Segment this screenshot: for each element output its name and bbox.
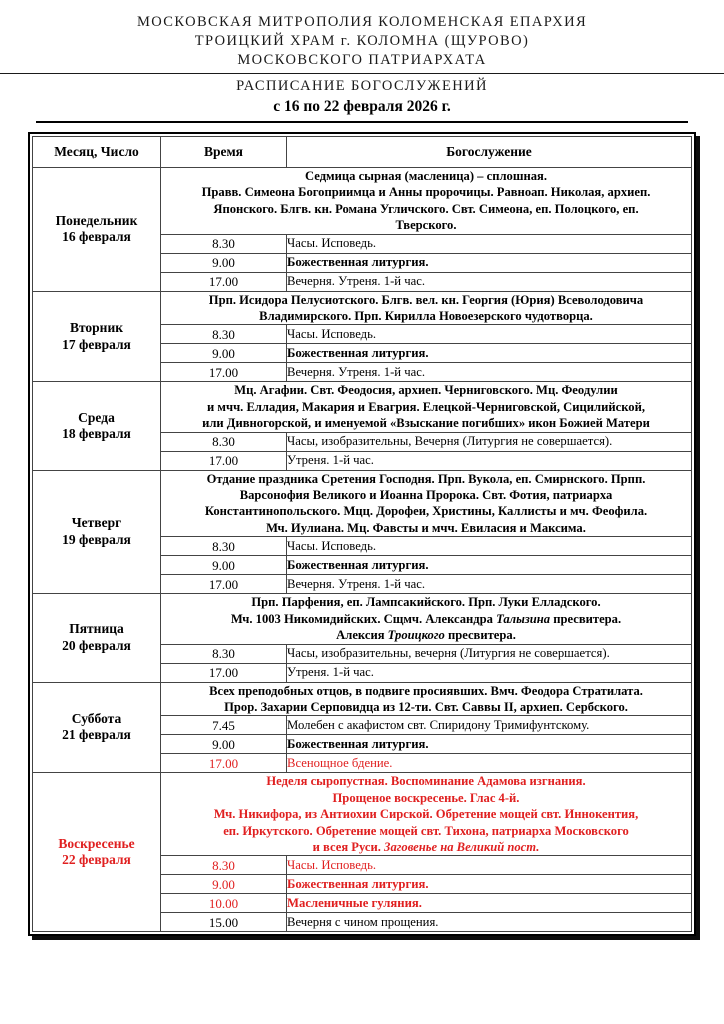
day-cell bbox=[33, 682, 161, 773]
service-description: Утреня. 1-й час. bbox=[287, 663, 692, 682]
commemoration-line: Японского. Блгв. кн. Романа Угличского. Свт. Симеона, еп. Полоцкого, еп. bbox=[213, 201, 639, 216]
day-cell bbox=[33, 382, 161, 470]
service-time: 17.00 bbox=[161, 754, 287, 773]
service-time: 10.00 bbox=[161, 894, 287, 913]
day-cell bbox=[33, 470, 161, 594]
service-description: Часы, изобразительны, Вечерня (Литургия не совершается). bbox=[287, 432, 692, 451]
service-description: Божественная литургия. bbox=[287, 735, 692, 754]
commemoration-line: Мч. Никифора, из Антиохии Сирской. Обретение мощей свт. Иннокентия, bbox=[213, 807, 639, 822]
day-date: 20 февраля bbox=[62, 637, 131, 653]
day-name: Пятница bbox=[69, 621, 124, 637]
day-date: 17 февраля bbox=[62, 336, 131, 352]
day-date: 22 февраля bbox=[62, 852, 131, 868]
service-description: Всенощное бдение. bbox=[287, 754, 692, 773]
service-description: Божественная литургия. bbox=[287, 253, 692, 272]
service-description: Вечерня с чином прощения. bbox=[287, 913, 692, 932]
commemoration-line: Прп. Исидора Пелусиотского. Блгв. вел. кн. Георгия (Юрия) Всеволодовича bbox=[208, 292, 644, 307]
commemoration-line: Алексия Троицкого пресвитера. bbox=[336, 628, 516, 643]
day-date: 21 февраля bbox=[62, 727, 131, 743]
commemoration-line: Мч. 1003 Никомидийских. Сщмч. Александра Талызина пресвитера. bbox=[230, 611, 622, 626]
commemoration-cell bbox=[161, 594, 692, 644]
commemoration-line: Константинопольского. Мцц. Дорофеи, Христины, Каллисты и мч. Феофила. bbox=[204, 504, 648, 519]
day-group-row bbox=[33, 470, 692, 537]
commemoration-line: и мчч. Елладия, Макария и Евагрия. Елецкой-Черниговской, Сицилийской, bbox=[206, 399, 645, 414]
day-date: 18 февраля bbox=[62, 426, 131, 442]
day-cell bbox=[33, 773, 161, 932]
schedule-label: РАСПИСАНИЕ БОГОСЛУЖЕНИЙ bbox=[236, 78, 488, 94]
commemoration-line: Прп. Парфения, еп. Лампсакийского. Прп. Луки Елладского. bbox=[251, 595, 601, 610]
service-description: Вечерня. Утреня. 1-й час. bbox=[287, 272, 692, 291]
masthead-line-1: МОСКОВСКАЯ МИТРОПОЛИЯ КОЛОМЕНСКАЯ ЕПАРХИЯ bbox=[136, 14, 588, 30]
service-description: Часы. Исповедь. bbox=[287, 325, 692, 344]
commemoration-cell bbox=[161, 773, 692, 856]
day-group-row bbox=[33, 382, 692, 432]
day-name: Среда bbox=[78, 409, 115, 425]
day-date: 19 февраля bbox=[62, 531, 131, 547]
table-head bbox=[33, 137, 692, 168]
day-group-row bbox=[33, 682, 692, 716]
service-description: Молебен с акафистом свт. Спиридону Тримифунтскому. bbox=[287, 716, 692, 735]
service-description: Часы. Исповедь. bbox=[287, 537, 692, 556]
service-description: Часы. Исповедь. bbox=[287, 234, 692, 253]
schedule-table-frame bbox=[28, 132, 696, 936]
day-name: Четверг bbox=[71, 515, 122, 531]
service-time: 9.00 bbox=[161, 875, 287, 894]
service-description: Божественная литургия. bbox=[287, 875, 692, 894]
service-time: 8.30 bbox=[161, 856, 287, 875]
day-group-row bbox=[33, 773, 692, 856]
date-range: с 16 по 22 февраля 2026 г. bbox=[273, 98, 451, 115]
service-time: 8.30 bbox=[161, 537, 287, 556]
service-time: 7.45 bbox=[161, 716, 287, 735]
commemoration-line: Мч. Иулиана. Мц. Фавсты и мчч. Евиласия и Максима. bbox=[266, 520, 586, 535]
column-header-day: Месяц, Число bbox=[33, 137, 161, 168]
service-time: 8.30 bbox=[161, 432, 287, 451]
masthead-divider-top bbox=[0, 73, 724, 74]
service-time: 9.00 bbox=[161, 556, 287, 575]
column-header-service: Богослужение bbox=[287, 137, 692, 168]
commemoration-cell bbox=[161, 682, 692, 716]
service-description: Божественная литургия. bbox=[287, 344, 692, 363]
column-header-time: Время bbox=[161, 137, 287, 168]
service-description: Часы. Исповедь. bbox=[287, 856, 692, 875]
masthead-line-2: ТРОИЦКИЙ ХРАМ г. КОЛОМНА (ЩУРОВО) bbox=[194, 33, 530, 49]
service-time: 8.30 bbox=[161, 325, 287, 344]
commemoration-line: Варсонофия Великого и Иоанна Пророка. Свт. Фотия, патриарха bbox=[239, 488, 613, 503]
day-group-row bbox=[33, 291, 692, 325]
service-time: 17.00 bbox=[161, 575, 287, 594]
service-description: Масленичные гуляния. bbox=[287, 894, 692, 913]
commemoration-line: Седмица сырная (масленица) – сплошная. bbox=[305, 169, 547, 183]
service-description: Вечерня. Утреня. 1-й час. bbox=[287, 575, 692, 594]
commemoration-cell bbox=[161, 382, 692, 432]
commemoration-line: или Дивногорской, и именуемой «Взыскание погибших» икон Божией Матери bbox=[202, 416, 650, 431]
commemoration-cell bbox=[161, 291, 692, 325]
commemoration-line: и всея Руси. Заговенье на Великий пост. bbox=[312, 839, 540, 854]
commemoration-line: Владимирского. Прп. Кирилла Новоезерского чудотворца. bbox=[259, 309, 593, 324]
service-description: Утреня. 1-й час. bbox=[287, 451, 692, 470]
masthead bbox=[0, 0, 724, 123]
service-time: 8.30 bbox=[161, 234, 287, 253]
day-name: Суббота bbox=[71, 710, 122, 726]
service-time: 8.30 bbox=[161, 644, 287, 663]
service-time: 9.00 bbox=[161, 344, 287, 363]
service-time: 9.00 bbox=[161, 735, 287, 754]
service-description: Вечерня. Утреня. 1-й час. bbox=[287, 363, 692, 382]
service-time: 15.00 bbox=[161, 913, 287, 932]
service-time: 17.00 bbox=[161, 663, 287, 682]
service-time: 9.00 bbox=[161, 253, 287, 272]
day-group-row bbox=[33, 168, 692, 235]
day-group-row bbox=[33, 594, 692, 644]
commemoration-line: Отдание праздника Сретения Господня. Прп. Вукола, еп. Смирнского. Прпп. bbox=[206, 471, 646, 486]
day-cell bbox=[33, 291, 161, 382]
day-name: Воскресенье bbox=[58, 835, 135, 851]
masthead-line-3: МОСКОВСКОГО ПАТРИАРХАТА bbox=[237, 52, 487, 68]
commemoration-line: Тверского. bbox=[395, 218, 457, 233]
day-cell bbox=[33, 594, 161, 682]
day-cell bbox=[33, 168, 161, 292]
service-time: 17.00 bbox=[161, 363, 287, 382]
service-description: Часы, изобразительны, вечерня (Литургия не совершается). bbox=[287, 644, 692, 663]
commemoration-line: Неделя сыропустная. Воспоминание Адамова изгнания. bbox=[266, 774, 586, 789]
commemoration-line: Прощеное воскресенье. Глас 4-й. bbox=[332, 790, 520, 805]
service-time: 17.00 bbox=[161, 451, 287, 470]
service-time: 17.00 bbox=[161, 272, 287, 291]
table-header-row bbox=[33, 137, 692, 168]
commemoration-line: Прор. Захарии Серповидца из 12-ти. Свт. Саввы II, архиеп. Сербского. bbox=[224, 699, 628, 714]
service-description: Божественная литургия. bbox=[287, 556, 692, 575]
masthead-divider-bottom bbox=[36, 121, 688, 123]
day-name: Вторник bbox=[69, 320, 124, 336]
schedule-table bbox=[32, 136, 692, 932]
commemoration-line: Мц. Агафии. Свт. Феодосия, архиеп. Черниговского. Мц. Феодулии bbox=[234, 383, 618, 398]
commemoration-line: Правв. Симеона Богоприимца и Анны пророчицы. Равноап. Николая, архиеп. bbox=[201, 185, 651, 200]
commemoration-line: Всех преподобных отцов, в подвиге просиявших. Вмч. Феодора Стратилата. bbox=[209, 683, 643, 698]
commemoration-cell bbox=[161, 470, 692, 537]
commemoration-line: еп. Иркутского. Обретение мощей свт. Тихона, патриарха Московского bbox=[223, 823, 629, 838]
commemoration-cell bbox=[161, 168, 692, 235]
day-date: 16 февраля bbox=[62, 229, 131, 245]
table-body bbox=[33, 168, 692, 932]
day-name: Понедельник bbox=[55, 212, 138, 228]
